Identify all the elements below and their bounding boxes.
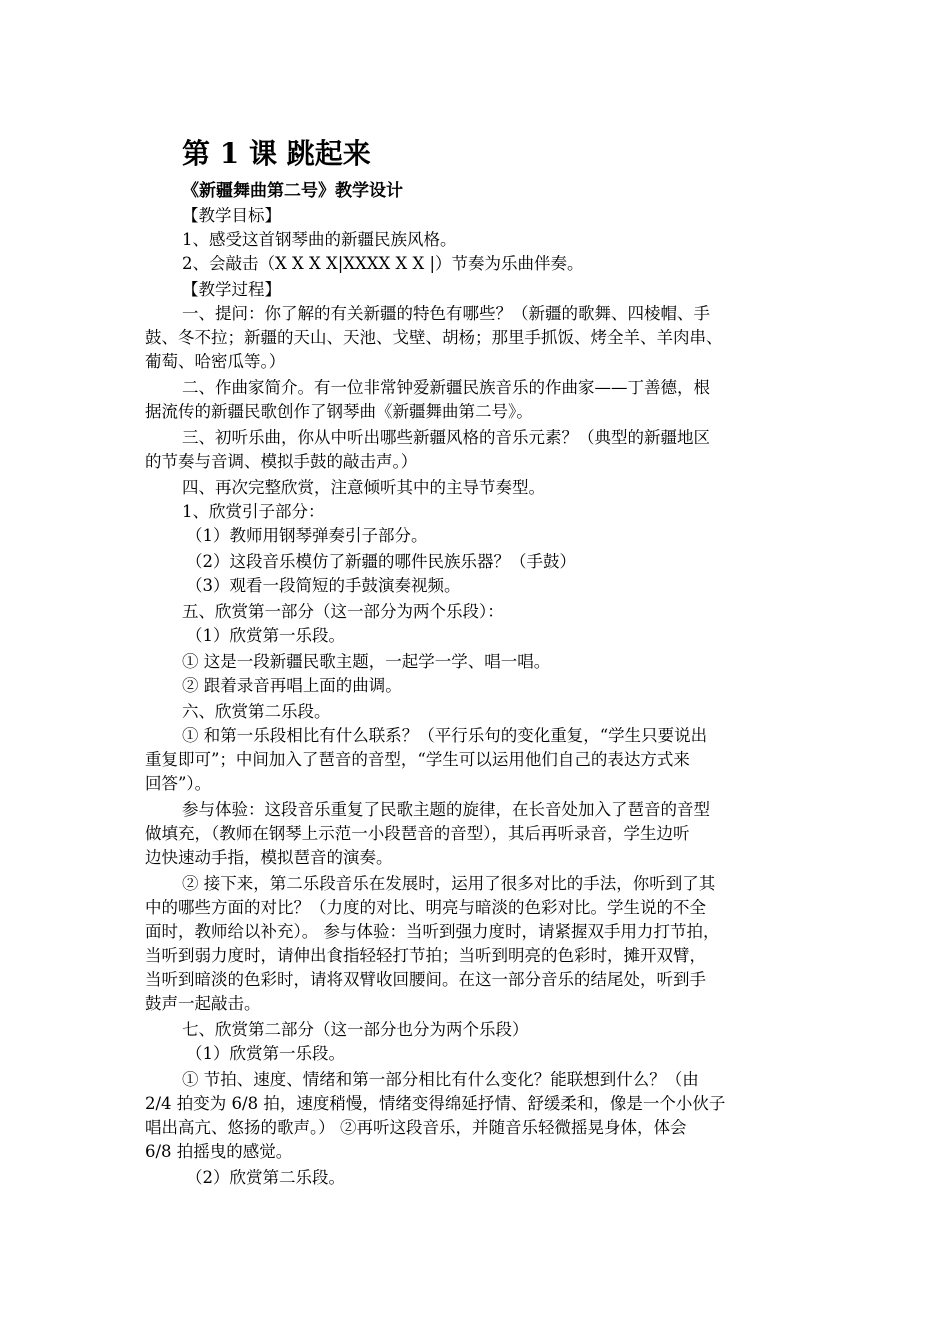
paragraph-line: 面时，教师给以补充）。 参与体验：当听到强力度时，请紧握双手用力打节拍， [145,922,720,941]
paragraph-line: ② 接下来，第二乐段音乐在发展时，运用了很多对比的手法，你听到了其 [182,874,716,893]
paragraph-line: ① 节拍、速度、情绪和第一部分相比有什么变化？能联想到什么？（由 [182,1070,699,1089]
paragraph-line: 三、初听乐曲，你从中听出哪些新疆风格的音乐元素？（典型的新疆地区 [182,428,710,447]
paragraph-line: 二、作曲家简介。有一位非常钟爱新疆民族音乐的作曲家——丁善德，根 [182,378,710,397]
paragraph-line: 参与体验：这段音乐重复了民歌主题的旋律，在长音处加入了琶音的音型 [182,800,710,819]
paragraph-line: 6/8 拍摇曳的感觉。 [145,1142,293,1161]
paragraph-line: 五、欣赏第一部分（这一部分为两个乐段）： [182,602,504,621]
paragraph-line: 回答”）。 [145,774,212,793]
paragraph-line: 2、会敲击（X X X X|XXXX X X |）节奏为乐曲伴奏。 [182,254,584,273]
paragraph-line: 1、欣赏引子部分： [182,502,325,521]
paragraph-line: 一、提问：你了解的有关新疆的特色有哪些？（新疆的歌舞、四棱帽、手 [182,304,710,323]
paragraph-line: 据流传的新疆民歌创作了钢琴曲《新疆舞曲第二号》。 [145,402,533,421]
paragraph-line: 的节奏与音调、模拟手鼓的敲击声。） [145,452,418,471]
paragraph-line: （1）欣赏第一乐段。 [186,1044,345,1063]
paragraph-line: 葡萄、哈密瓜等。） [145,352,286,371]
paragraph-line: 重复即可”；中间加入了琶音的音型，“学生可以运用他们自己的表达方式来 [145,750,690,769]
paragraph-line: ② 跟着录音再唱上面的曲调。 [182,676,402,695]
paragraph-line: 七、欣赏第二部分（这一部分也分为两个乐段） [182,1020,529,1039]
paragraph-line: 2/4 拍变为 6/8 拍，速度稍慢，情绪变得绵延抒情、舒缓柔和，像是一个小伙子 [145,1094,726,1113]
lesson-subtitle: 《新疆舞曲第二号》教学设计 [182,181,403,201]
paragraph-line: 唱出高亢、悠扬的歌声。） ②再听这段音乐，并随音乐轻微摇晃身体，体会 [145,1118,687,1137]
paragraph-line: 鼓声一起敲击。 [145,994,261,1013]
paragraph-line: （1）教师用钢琴弹奏引子部分。 [186,526,428,545]
paragraph-line: 当听到弱力度时，请伸出食指轻轻打节拍；当听到明亮的色彩时，摊开双臂， [145,946,706,965]
paragraph-line: ① 和第一乐段相比有什么联系？（平行乐句的变化重复，“学生只要说出 [182,726,708,745]
paragraph-line: 鼓、冬不拉；新疆的天山、天池、戈壁、胡杨；那里手抓饭、烤全羊、羊肉串、 [145,328,723,347]
paragraph-line: 四、再次完整欣赏，注意倾听其中的主导节奏型。 [182,478,545,497]
paragraph-line: 做填充，（教师在钢琴上示范一小段琶音的音型），其后再听录音，学生边听 [145,824,690,843]
paragraph-line: （3）观看一段简短的手鼓演奏视频。 [186,576,461,595]
paragraph-line: 当听到暗淡的色彩时，请将双臂收回腰间。在这一部分音乐的结尾处，听到手 [145,970,706,989]
section-heading: 【教学过程】 [182,280,281,299]
paragraph-line: 边快速动手指，模拟琶音的演奏。 [145,848,393,867]
paragraph-line: 六、欣赏第二乐段。 [182,702,331,721]
paragraph-line: 中的哪些方面的对比？（力度的对比、明亮与暗淡的色彩对比。学生说的不全 [145,898,706,917]
paragraph-line: 1、感受这首钢琴曲的新疆民族风格。 [182,230,457,249]
paragraph-line: （1）欣赏第一乐段。 [186,626,345,645]
paragraph-line: ① 这是一段新疆民歌主题，一起学一学、唱一唱。 [182,652,551,671]
paragraph-line: （2）欣赏第二乐段。 [186,1168,345,1187]
lesson-title: 第 1 课 跳起来 [182,137,371,170]
section-heading: 【教学目标】 [182,206,281,225]
paragraph-line: （2）这段音乐模仿了新疆的哪件民族乐器？（手鼓） [186,552,576,571]
